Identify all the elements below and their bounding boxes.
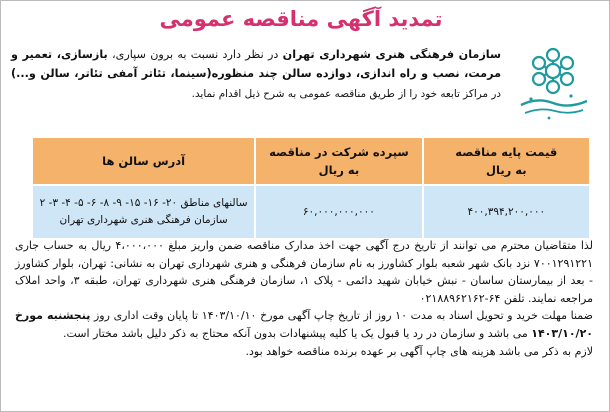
header-address — [32, 137, 255, 185]
deadline-text-2: می باشد و سازمان در رد یا قبول یک یا کلیه پیشنهادات بدون آنکه محتاج به ذکر دلیل باشد مختار است. — [63, 326, 532, 340]
address-line-2: سازمان فرهنگی هنری شهرداری تهران — [59, 214, 228, 226]
header-deposit-text: سپرده شرکت در مناقصه به ریال — [269, 145, 409, 177]
intro-paragraph — [11, 45, 501, 104]
organization-logo — [511, 41, 595, 125]
cell-deposit: ۶۰,۰۰۰,۰۰۰,۰۰۰ — [255, 185, 422, 239]
deadline-text-1: ضمنا مهلت خرید و تحویل اسناد به مدت ۱۰ روز از تاریخ چاپ آگهی مورخ ۱۴۰۳/۱۰/۱۰ تا پایان وقت اداری روز — [90, 309, 593, 323]
organization-name: سازمان فرهنگی هنری شهرداری تهران — [282, 48, 501, 61]
body-paragraph-3: لازم به ذکر می باشد هزینه های چاپ آگهی بر عهده برنده مناقصه خواهد بود. — [245, 344, 593, 358]
tender-table — [31, 136, 591, 240]
header-base-price-text: قیمت پایه مناقصه به ریال — [455, 145, 558, 177]
header-deposit — [255, 137, 422, 185]
notice-title: تمدید آگهی مناقصه عمومی — [159, 7, 443, 31]
notice-body — [15, 237, 593, 360]
table-row — [32, 185, 590, 239]
body-paragraph-2 — [15, 307, 593, 342]
header-address-text: آدرس سالن ها — [102, 154, 186, 168]
address-line-1: سالنهای مناطق ۲۰- ۱۶- ۱۵- ۹- ۸- ۶- ۵- ۴- ۳- ۲ — [39, 197, 248, 209]
body-paragraph-1: لذا متقاضیان محترم می توانند از تاریخ درج آگهی جهت اخذ مدارک مناقصه ضمن واریز مبلغ ۴،۰۰۰،۰۰۰ ریال به حساب جاری ۷۰۰۱۲۹۱۲۲۱ نزد بانک شهر شعبه بلوار کشاورز به نام سازمان فرهنگی و هنری شهرداری تهران به نشانی: تهران، بلوار کشاورز - بعد از بیمارستان ساسان - نبش خیابان شهید دائمی - پلاک ۱، سازمان فرهنگی هنری شهرداری تهران، طبقه ۳، واحد املاک مراجعه نمایند. تلفن ۶۴-۰۲۱۸۸۹۶۲۱۶۲ — [15, 239, 593, 305]
logo-emblem-icon — [511, 41, 595, 125]
cell-base-price: ۴۰۰,۳۹۴,۲۰۰,۰۰۰ — [423, 185, 590, 239]
cell-address — [32, 185, 255, 239]
intro-subject: بازسازی، تعمیر و مرمت، نصب و راه اندازی، دوازده سالن چند منظوره(سینما، تئاتر آمفی تئاتر، سالن و...) — [11, 48, 501, 80]
intro-text-1: در نظر دارد نسبت به برون سپاری، — [107, 48, 283, 61]
deadline-date: پنجشنبه مورخ ۱۴۰۳/۱۰/۲۰ — [15, 309, 593, 340]
table-header-row — [32, 137, 590, 185]
intro-text-2: در مراکز تابعه خود را از طریق مناقصه عمومی به شرح ذیل اقدام نماید. — [191, 88, 501, 100]
header-base-price — [423, 137, 590, 185]
